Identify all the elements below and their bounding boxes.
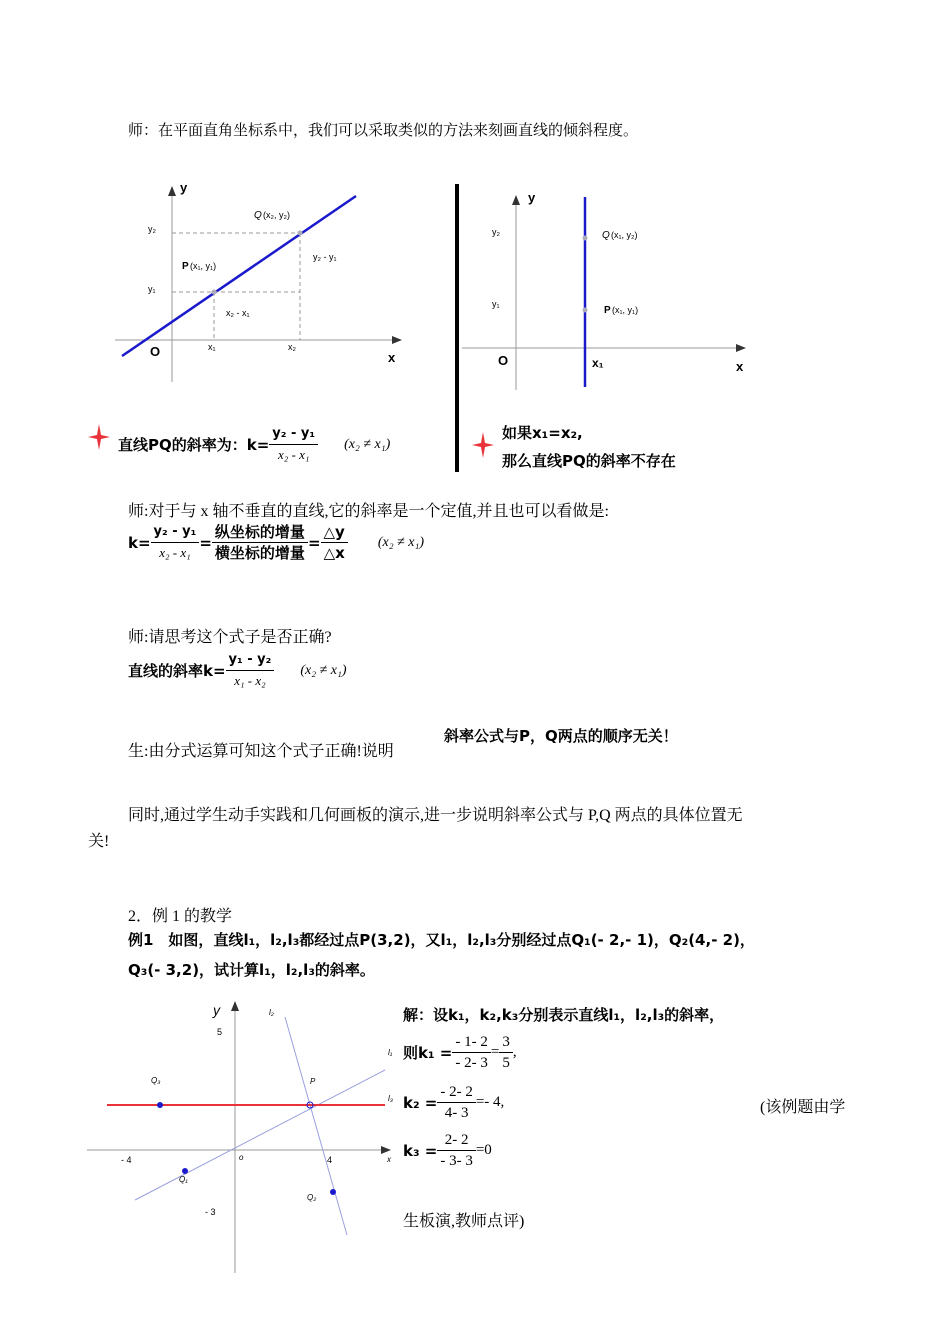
fig3-l1-label: l₁ — [388, 1048, 393, 1057]
figure-slope-diagram — [110, 180, 410, 390]
f2-k: k= — [128, 533, 151, 552]
figure-example-graph — [85, 995, 395, 1275]
k3-num: 2- 2 — [437, 1130, 476, 1151]
paragraph-5-line1: 同时,通过学生动手实践和几何画板的演示,进一步说明斜率公式与 P,Q 两点的具体位置无 — [128, 807, 743, 824]
fig3-y-axis-label: y — [213, 1002, 220, 1018]
f3-cond: (x₂ ≠ x₁) — [300, 662, 347, 678]
slope-fraction — [269, 424, 318, 465]
fig1-q-label: Q — [254, 210, 262, 221]
k1-num: - 1- 2 — [452, 1032, 491, 1053]
vertical-note-line1: 如果x₁=x₂, — [502, 424, 583, 442]
slope-denominator: x₂ - x₁ — [277, 447, 310, 462]
f2-cond: (x₂ ≠ x₁) — [377, 534, 425, 550]
f2-eq: = — [199, 533, 212, 552]
red-star-icon-2 — [472, 432, 494, 458]
vertical-note-line2: 那么直线PQ的斜率不存在 — [502, 452, 676, 470]
fig3-l2-label: l₂ — [269, 1008, 274, 1017]
fig2-origin-label: O — [498, 353, 509, 368]
f3-frac — [226, 650, 275, 691]
section-heading: 2．例 1 的教学 — [128, 908, 233, 925]
fig1-q-coord: (x₂, y₂) — [263, 210, 290, 220]
paragraph-2: 师:对于与 x 轴不垂直的直线,它的斜率是一个定值,并且也可以看做是: — [128, 503, 609, 520]
red-star-icon — [88, 424, 110, 450]
k2-num: - 2- 2 — [437, 1082, 476, 1103]
solution-k2 — [403, 1082, 504, 1123]
fig3-p-label: P — [310, 1077, 316, 1086]
f2-frac2 — [212, 522, 308, 563]
example-line1: 例1 如图，直线l₁，l₂,l₃都经过点P(3,2)，又l₁，l₂,l₃分别经过点Q₁(- 2,- 1)，Q₂(4,- 2)， — [128, 931, 755, 949]
fig1-p-coord: (x₁, y₁) — [190, 261, 217, 271]
f2-eq2: = — [307, 533, 321, 552]
f2-frac3 — [321, 522, 348, 563]
fig1-dx-label: x₂ - x₁ — [226, 308, 250, 318]
solution-k3 — [403, 1130, 492, 1171]
paragraph-3: 师:请思考这个式子是否正确? — [128, 629, 332, 646]
f3-den: x₁ - x₂ — [234, 673, 266, 688]
intro-text: 师：在平面直角坐标系中，我们可以采取类似的方法来刻画直线的倾斜程度。 — [128, 121, 639, 139]
k1-tail: , — [512, 1044, 517, 1060]
k3-fraction — [437, 1130, 476, 1171]
k2-fraction — [437, 1082, 476, 1123]
k1-result-fraction — [499, 1032, 513, 1073]
fig3-q1-label: Q₁ — [179, 1175, 188, 1184]
fig3-l3-label: l₃ — [388, 1094, 393, 1103]
paragraph-5-line2: 关! — [88, 833, 110, 850]
f2-den3: △x — [323, 544, 345, 562]
k2-prefix: k₂ = — [403, 1093, 438, 1112]
k3-prefix: k₃ = — [403, 1141, 438, 1160]
k1-rnum: 3 — [499, 1032, 513, 1053]
solution-k1 — [403, 1032, 517, 1073]
f2-den1: x₂ - x₁ — [159, 545, 191, 560]
k1-fraction — [452, 1032, 491, 1073]
fig3-y5-label: 5 — [217, 1027, 223, 1037]
f2-den2: 横坐标的增量 — [214, 544, 305, 562]
k3-result: =0 — [475, 1142, 492, 1158]
formula-3 — [128, 650, 347, 691]
fig3-q3-label: Q₃ — [151, 1076, 161, 1085]
fig1-x-axis-label: x — [388, 350, 396, 365]
slope-definition-label: 直线PQ的斜率为： — [118, 436, 247, 454]
fig2-y-axis-label: y — [528, 190, 536, 205]
f2-num2: 纵坐标的增量 — [212, 522, 308, 543]
fig1-y2-label: y₂ — [148, 224, 156, 234]
solution-note1: (该例题由学 — [760, 1099, 846, 1116]
paragraph-4-bold: 斜率公式与P，Q两点的顺序无关！ — [444, 727, 678, 745]
k2-den: 4- 3 — [444, 1105, 469, 1121]
fig3-origin-label: o — [239, 1153, 244, 1162]
column-divider — [455, 184, 459, 472]
fig1-y-axis-label: y — [180, 180, 188, 195]
fig1-origin-label: O — [150, 344, 161, 359]
slope-k-label: k= — [246, 435, 270, 454]
f2-frac1 — [151, 522, 200, 563]
k1-rden: 5 — [502, 1055, 510, 1071]
fig1-x2-label: x₂ — [288, 342, 296, 352]
fig2-p-label: P — [604, 305, 611, 316]
fig3-ym3-label: - 3 — [205, 1207, 216, 1217]
fig3-x4-label: 4 — [327, 1155, 333, 1165]
slope-definition — [118, 424, 390, 465]
fig3-q2-label: Q₂ — [307, 1193, 317, 1202]
f3-label: 直线的斜率k= — [128, 662, 226, 680]
fig3-x-axis-label: x — [387, 1155, 391, 1164]
formula-2 — [128, 522, 424, 563]
fig2-q-label: Q — [602, 230, 610, 241]
fig1-x1-label: x₁ — [208, 342, 216, 352]
slope-condition: (x₂ ≠ x₁) — [344, 436, 391, 452]
f3-num: y₁ - y₂ — [226, 650, 275, 671]
fig1-y1-label: y₁ — [148, 284, 156, 294]
example-line2: Q₃(- 3,2)，试计算l₁，l₂,l₃的斜率。 — [128, 961, 375, 979]
solution-line1: 解：设k₁，k₂,k₃分别表示直线l₁，l₂,l₃的斜率， — [403, 1006, 725, 1024]
fig1-p-label: P — [182, 261, 189, 272]
k1-prefix: 则k₁ = — [403, 1044, 453, 1062]
fig2-y1-label: y₁ — [492, 299, 500, 309]
fig2-q-coord: (x₁, y₂) — [611, 230, 638, 240]
k3-den: - 3- 3 — [440, 1153, 473, 1169]
fig2-y2-label: y₂ — [492, 227, 500, 237]
fig2-x-axis-label: x — [736, 359, 744, 374]
paragraph-4: 生:由分式运算可知这个式子正确!说明 — [128, 743, 394, 760]
slope-numerator: y₂ - y₁ — [269, 424, 318, 445]
figure-vertical-line — [460, 185, 760, 390]
f2-num3: △y — [321, 522, 348, 543]
k1-eq: = — [490, 1044, 500, 1060]
k2-result: =- 4, — [475, 1094, 505, 1110]
solution-note2: 生板演,教师点评) — [403, 1213, 525, 1230]
k1-den: - 2- 3 — [455, 1055, 488, 1071]
fig2-x1-label: x₁ — [592, 356, 604, 370]
f2-num1: y₂ - y₁ — [151, 522, 200, 543]
fig2-p-coord: (x₁, y₁) — [612, 305, 639, 315]
fig3-xm4-label: - 4 — [121, 1155, 132, 1165]
fig1-dy-label: y₂ - y₁ — [313, 252, 337, 262]
